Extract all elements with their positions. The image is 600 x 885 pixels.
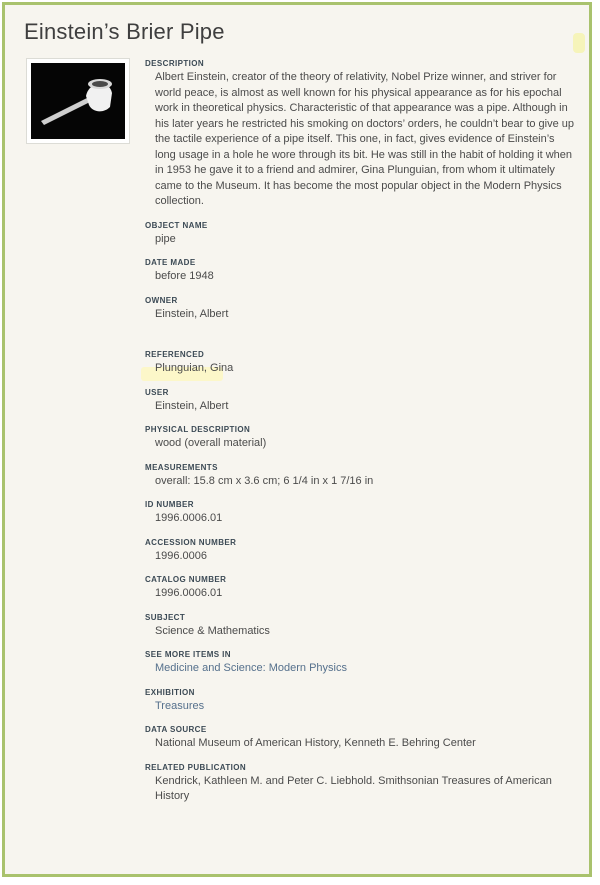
field-value: pipe (155, 232, 176, 245)
measurements-field (145, 463, 575, 490)
pipe-illustration (31, 63, 125, 139)
subject-field (145, 613, 575, 640)
physical-description-field (145, 425, 575, 452)
data-source-field (145, 725, 575, 752)
field-label: DATA SOURCE (145, 725, 207, 734)
object-thumbnail[interactable] (26, 58, 130, 144)
id-number-field (145, 500, 575, 527)
field-label: PHYSICAL DESCRIPTION (145, 425, 251, 434)
field-value: Plunguian, Gina (155, 362, 234, 374)
accession-number-field (145, 538, 575, 565)
field-label: USER (145, 387, 169, 397)
field-label: SUBJECT (145, 612, 186, 622)
field-value: wood (overall material) (155, 437, 267, 449)
field-label: OBJECT NAME (145, 220, 208, 230)
object-name-field (145, 221, 575, 248)
field-label: ID NUMBER (145, 500, 194, 509)
field-label: OWNER (145, 295, 178, 305)
field-label: EXHIBITION (145, 687, 195, 697)
field-value: overall: 15.8 cm x 3.6 cm; 6 1/4 in x 1 7/16 in (155, 474, 374, 487)
field-label: RELATED PUBLICATION (145, 762, 247, 772)
related-publication-field (145, 763, 575, 805)
pipe-image (31, 63, 125, 139)
field-label: ACCESSION NUMBER (145, 537, 237, 547)
field-label: SEE MORE ITEMS IN (145, 650, 231, 659)
page-title: Einstein’s Brier Pipe (24, 19, 225, 44)
field-label: DATE MADE (145, 258, 196, 267)
field-value: 1996.0006 (155, 549, 207, 562)
field-value: 1996.0006.01 (155, 587, 223, 599)
field-label: CATALOG NUMBER (145, 575, 227, 584)
field-value: Einstein, Albert (155, 399, 229, 412)
record-panel (2, 2, 592, 877)
referenced-field (145, 350, 575, 377)
see-more-items-field (145, 650, 575, 677)
owner-field (145, 296, 575, 323)
exhibition-field (145, 688, 575, 715)
date-made-field (145, 258, 575, 285)
field-label: DESCRIPTION (145, 59, 205, 68)
field-value: before 1948 (155, 270, 214, 282)
user-field (145, 388, 575, 415)
scroll-marker (573, 33, 585, 53)
field-label: MEASUREMENTS (145, 462, 218, 472)
field-value: National Museum of American History, Kenneth E. Behring Center (155, 737, 476, 749)
field-value: 1996.0006.01 (155, 512, 223, 524)
field-value: Albert Einstein, creator of the theory of relativity, Nobel Prize winner, and striver for world peace, is almost as well known for his physical appearance as for his epochal work in theoretical physics. Characteristic of that appearance was a pipe. Although in his later years he restricted his smoking on doctors’ orders, he couldn’t bear to give up the tactile experience of a pipe itself. This one, in fact, gives evidence of Einstein’s long usage in a hole he wore through its bit. He was still in the habit of holding it when in 1953 he gave it to a friend and admirer, Gina Plunguian, from whom it ultimately came to the Museum. It has become the most popular object in the Modern Physics collection. (155, 71, 575, 207)
field-label: REFERENCED (145, 350, 205, 359)
description-field (145, 59, 575, 210)
field-value: Einstein, Albert (155, 307, 229, 320)
field-value: Kendrick, Kathleen M. and Peter C. Liebhold. Smithsonian Treasures of American History (155, 774, 552, 802)
see-more-link[interactable]: Medicine and Science: Modern Physics (155, 662, 347, 674)
object-details (145, 59, 575, 805)
field-value: Science & Mathematics (155, 624, 270, 637)
exhibition-link[interactable]: Treasures (155, 699, 205, 712)
catalog-number-field (145, 575, 575, 602)
